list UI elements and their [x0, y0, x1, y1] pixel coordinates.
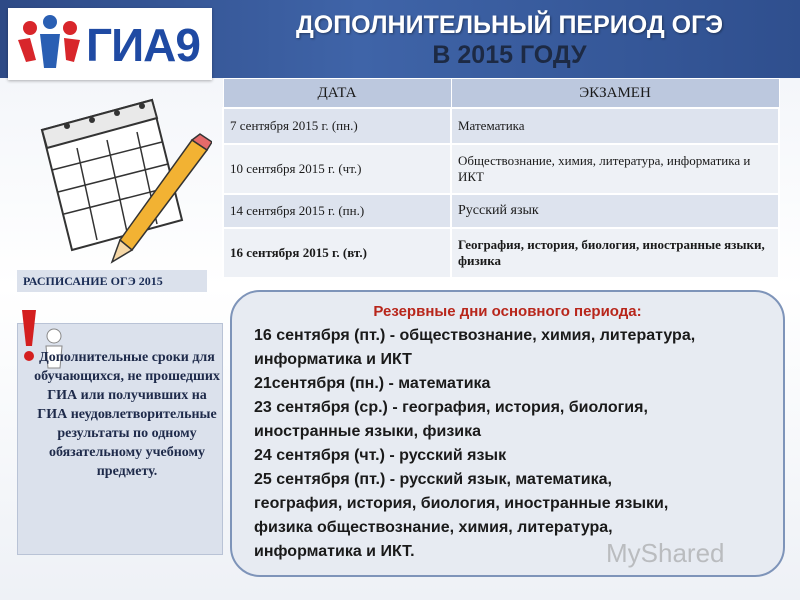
row-date: 14 сентября 2015 г. (пн.) [223, 194, 451, 228]
exam-schedule-table [222, 78, 780, 279]
table-row [223, 144, 779, 194]
list-item: 23 сентября (ср.) - география, история, биология, [254, 399, 648, 416]
list-item: география, история, биология, иностранные языки, [254, 495, 669, 512]
gia9-logo [8, 8, 212, 80]
header-exam: ЭКЗАМЕН [451, 79, 779, 109]
reserve-list [254, 324, 774, 564]
calendar-pencil-icon [12, 90, 212, 265]
title-line-1: ДОПОЛНИТЕЛЬНЫЙ ПЕРИОД ОГЭ [295, 11, 724, 39]
list-item: 16 сентября (пт.) - обществознание, химия, литература, [254, 327, 696, 344]
row-exam: География, история, биология, иностранные языки, физика [451, 228, 779, 278]
table-row [223, 108, 779, 144]
note-text: Дополнительные сроки для обучающихся, не прошедших ГИА или получивших на ГИА неудовлетворительные результаты по одному обязательному учебному предмету. [34, 350, 220, 479]
people-logo-icon [10, 10, 90, 80]
list-item: иностранные языки, физика [254, 423, 482, 440]
header-date: ДАТА [223, 79, 451, 109]
table-row [223, 228, 779, 278]
list-item: информатика и ИКТ. [254, 543, 415, 560]
list-item: физика обществознание, химия, литература, [254, 519, 613, 536]
list-item: 21сентября (пн.) - математика [254, 375, 491, 392]
list-item: 25 сентября (пт.) - русский язык, математика, [254, 471, 612, 488]
row-exam: Обществознание, химия, литература, информатика и ИКТ [451, 144, 779, 194]
row-date: 16 сентября 2015 г. (вт.) [223, 228, 451, 278]
row-exam: Математика [451, 108, 779, 144]
list-item: информатика и ИКТ [254, 351, 412, 368]
table-row [223, 194, 779, 228]
watermark: MyShared [606, 538, 725, 568]
reserve-title: Резервные дни основного периода: [373, 303, 642, 320]
row-date: 7 сентября 2015 г. (пн.) [223, 108, 451, 144]
row-date: 10 сентября 2015 г. (чт.) [223, 144, 451, 194]
page-title [222, 10, 797, 70]
title-line-2: В 2015 ГОДУ [432, 41, 587, 69]
logo-text: ГИА9 [86, 19, 200, 71]
schedule-caption: РАСПИСАНИЕ ОГЭ 2015 [17, 270, 207, 292]
list-item: 24 сентября (чт.) - русский язык [254, 447, 507, 464]
row-exam: Русский язык [451, 194, 779, 228]
